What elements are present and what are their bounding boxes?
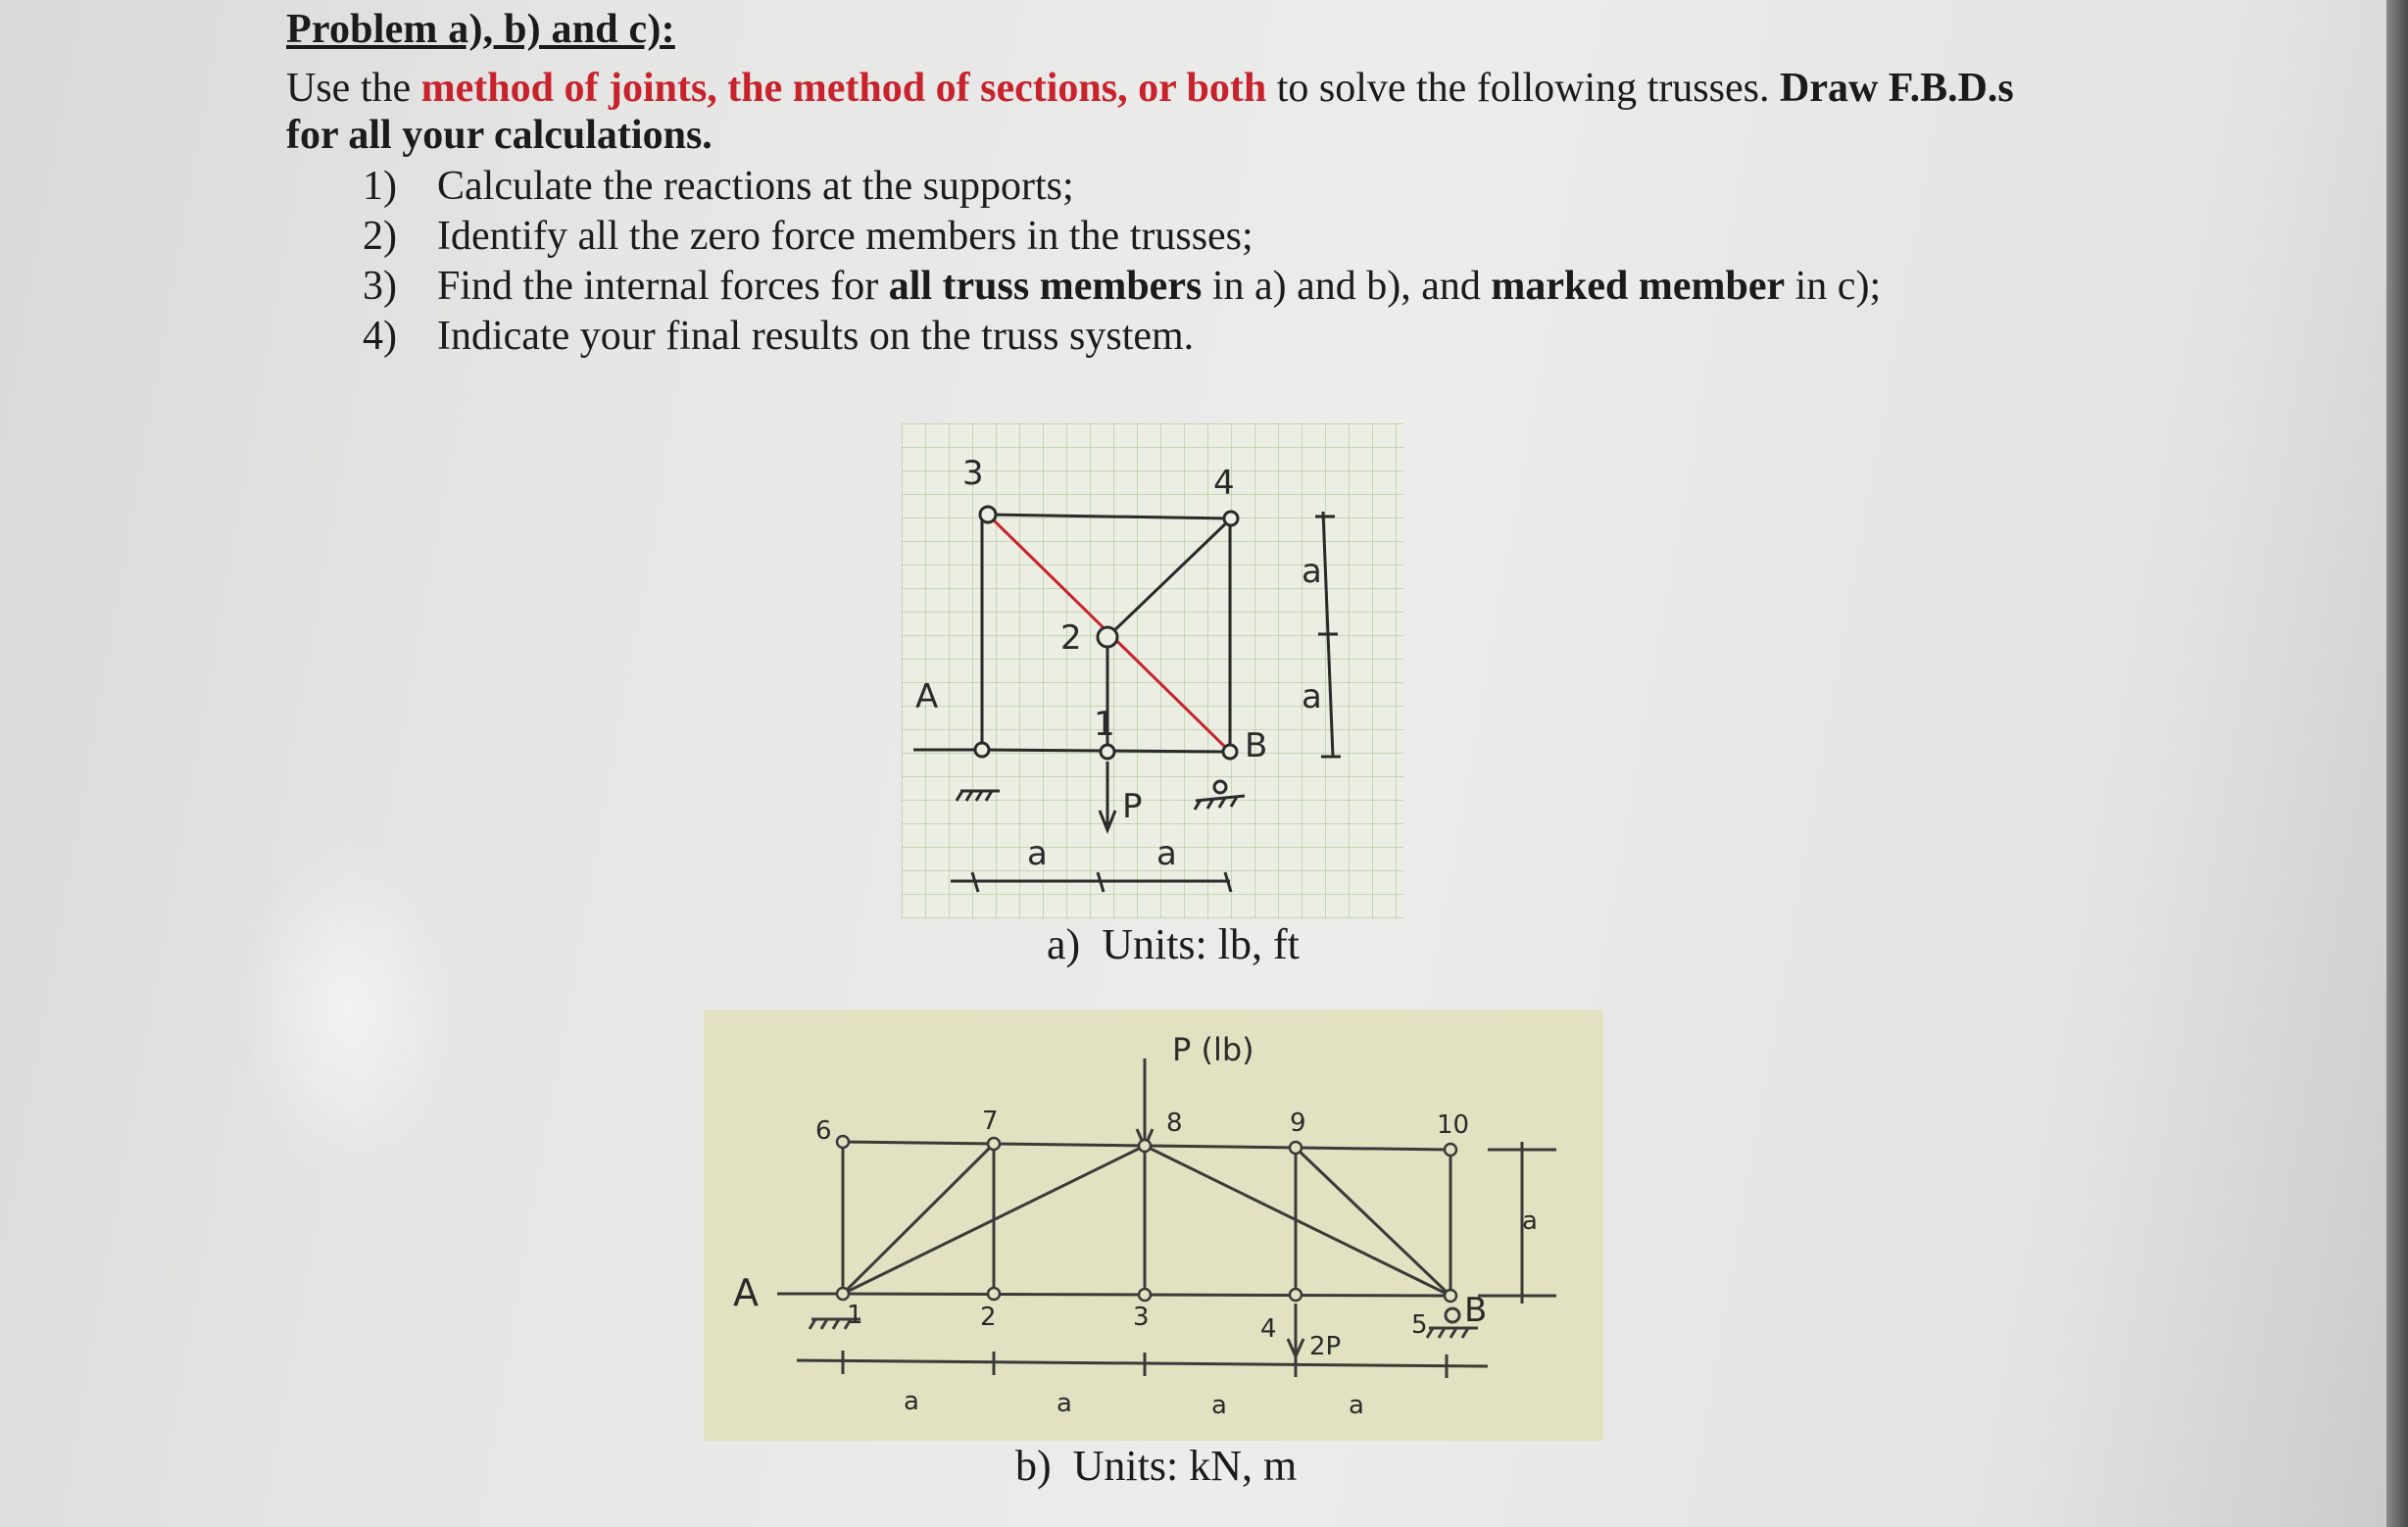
- joint-6: [837, 1136, 849, 1148]
- intro-bold-tail: Draw F.B.D.s for all your calculations.: [286, 66, 2014, 158]
- caption-b-units: Units: kN, m: [1072, 1442, 1298, 1490]
- label-support-a: A: [733, 1271, 759, 1314]
- task-text-mid: in a) and b), and: [1202, 264, 1492, 309]
- label-node-4: 4: [1213, 464, 1235, 503]
- horizontal-dimension-line: [797, 1360, 1488, 1366]
- intro-text-1: Use the: [286, 66, 421, 111]
- task-item: [363, 313, 1194, 360]
- joint-5: [1445, 1290, 1456, 1302]
- label-support-b: B: [1245, 726, 1268, 765]
- truss-b-figure: [704, 1010, 1603, 1441]
- label-node-9: 9: [1290, 1108, 1306, 1138]
- joint-7: [988, 1138, 1000, 1150]
- label-load-2p: 2P: [1309, 1332, 1342, 1361]
- label-support-a: A: [915, 677, 939, 716]
- caption-a-label: a): [1047, 920, 1081, 968]
- support-b-roller: [1214, 781, 1226, 793]
- label-dim-h: a: [1349, 1391, 1364, 1420]
- task-item: [363, 163, 1074, 210]
- label-load-p: P (lb): [1172, 1031, 1254, 1068]
- task-item: [363, 263, 1881, 310]
- label-node-6: 6: [815, 1116, 832, 1146]
- joint-2: [1098, 627, 1117, 647]
- task-text-post: in c);: [1785, 264, 1882, 309]
- task-item: [363, 213, 1253, 260]
- task-number: 3): [363, 264, 397, 309]
- task-text-bold-2: marked member: [1491, 264, 1786, 309]
- task-number: 1): [363, 164, 397, 209]
- label-dim-h: a: [1211, 1391, 1227, 1420]
- task-text-pre: Find the internal forces for: [437, 264, 889, 309]
- joint-4: [1224, 512, 1238, 525]
- label-dim-v1: a: [1302, 552, 1322, 591]
- support-a-ground: [957, 791, 1000, 801]
- label-dim-h2: a: [1156, 834, 1177, 873]
- joint-4: [1290, 1289, 1302, 1301]
- caption-b-label: b): [1015, 1442, 1052, 1490]
- caption-b: [1015, 1441, 1297, 1491]
- truss-a-drawing: [902, 423, 1403, 918]
- label-node-3: 3: [1133, 1303, 1150, 1332]
- label-dim-v2: a: [1302, 677, 1322, 716]
- problem-intro: [286, 65, 2050, 159]
- member-1-7: [843, 1144, 994, 1294]
- joint-a: [975, 743, 989, 757]
- joint-3: [980, 507, 996, 522]
- label-node-2: 2: [1060, 618, 1082, 658]
- task-text: Calculate the reactions at the supports;: [437, 164, 1074, 209]
- caption-a: [1047, 919, 1300, 969]
- joint-8: [1139, 1140, 1151, 1152]
- intro-text-2: to solve the following trusses.: [1266, 66, 1780, 111]
- joint-2: [988, 1288, 1000, 1300]
- support-b-ground: [1195, 796, 1245, 810]
- task-text: Identify all the zero force members in the trusses;: [437, 214, 1253, 259]
- member-3-4: [988, 515, 1231, 518]
- problem-title: Problem a), b) and c):: [286, 7, 675, 52]
- joint-3: [1139, 1289, 1151, 1301]
- joint-1: [837, 1288, 849, 1300]
- joint-9: [1290, 1142, 1302, 1154]
- task-text-bold-1: all truss members: [888, 264, 1203, 309]
- truss-a-figure: [902, 423, 1403, 918]
- label-node-1: 1: [847, 1301, 863, 1330]
- label-node-1: 1: [1094, 705, 1115, 744]
- task-number: 4): [363, 314, 397, 359]
- joint-1: [1101, 745, 1114, 759]
- caption-a-units: Units: lb, ft: [1102, 920, 1300, 968]
- label-node-10: 10: [1437, 1110, 1470, 1140]
- label-load-p: P: [1122, 787, 1143, 826]
- joint-b: [1223, 745, 1237, 759]
- label-dim-h: a: [1057, 1389, 1072, 1418]
- intro-highlight: method of joints, the method of sections, or both: [420, 66, 1267, 111]
- label-dim-v: a: [1522, 1207, 1538, 1236]
- label-node-4: 4: [1260, 1314, 1277, 1344]
- task-number: 2): [363, 214, 397, 259]
- label-node-5: 5: [1411, 1310, 1428, 1340]
- member-9-5: [1296, 1148, 1450, 1296]
- member-8-5: [1145, 1146, 1450, 1296]
- label-node-2: 2: [980, 1303, 997, 1332]
- label-node-7: 7: [982, 1107, 999, 1136]
- label-dim-h: a: [904, 1387, 919, 1416]
- support-b-roller: [1446, 1308, 1459, 1322]
- label-node-8: 8: [1166, 1108, 1183, 1138]
- label-node-3: 3: [962, 454, 984, 493]
- label-support-b: B: [1464, 1291, 1488, 1330]
- label-dim-h1: a: [1027, 834, 1048, 873]
- joint-10: [1445, 1144, 1456, 1156]
- task-text: Indicate your final results on the truss system.: [437, 314, 1195, 359]
- truss-b-drawing: [704, 1010, 1603, 1441]
- member-2-4: [1107, 519, 1230, 637]
